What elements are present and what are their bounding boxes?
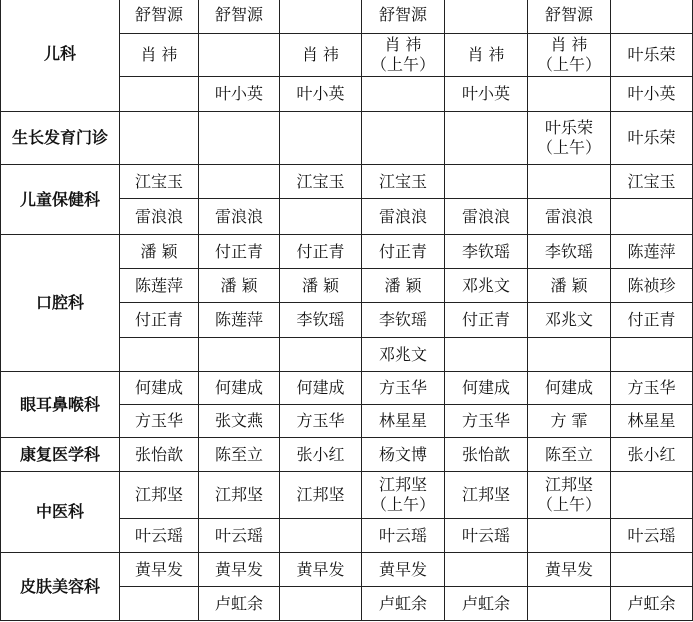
doctor-cell: 黄早发 [528, 553, 611, 587]
doctor-cell: 舒智源 [528, 0, 611, 34]
doctor-cell: 黄早发 [280, 553, 362, 587]
doctor-cell [445, 338, 528, 372]
doctor-cell: 肖 祎 [120, 34, 199, 77]
doctor-cell: 肖 祎 [280, 34, 362, 77]
doctor-cell: 林星星 [611, 405, 693, 438]
doctor-cell: 江宝玉 [611, 165, 693, 199]
doctor-cell: 张怡歆 [445, 438, 528, 472]
doctor-cell: 叶小英 [280, 77, 362, 112]
doctor-cell: 江宝玉 [362, 165, 445, 199]
doctor-cell [611, 553, 693, 587]
doctor-cell: 李钦瑶 [445, 235, 528, 269]
doctor-cell: 陈莲萍 [611, 235, 693, 269]
doctor-cell: 方玉华 [280, 405, 362, 438]
doctor-cell [280, 199, 362, 235]
doctor-cell: 舒智源 [362, 0, 445, 34]
doctor-cell: 付正青 [445, 303, 528, 338]
doctor-cell: 卢虹余 [362, 587, 445, 621]
doctor-cell: 叶云瑶 [120, 519, 199, 553]
doctor-cell [611, 0, 693, 34]
doctor-cell: 舒智源 [120, 0, 199, 34]
doctor-cell: 张小红 [611, 438, 693, 472]
doctor-cell: 肖 祎 （上午） [362, 34, 445, 77]
doctor-cell [528, 338, 611, 372]
doctor-cell: 陈莲萍 [120, 269, 199, 303]
doctor-cell: 方玉华 [120, 405, 199, 438]
doctor-cell [120, 112, 199, 165]
doctor-cell: 江邦坚 （上午） [528, 472, 611, 519]
doctor-cell: 江邦坚 [199, 472, 280, 519]
doctor-cell [445, 112, 528, 165]
doctor-cell: 江邦坚 [280, 472, 362, 519]
doctor-cell [611, 472, 693, 519]
doctor-cell: 李钦瑶 [528, 235, 611, 269]
doctor-cell: 邓兆文 [528, 303, 611, 338]
doctor-cell: 何建成 [120, 372, 199, 405]
doctor-cell: 潘 颖 [199, 269, 280, 303]
doctor-cell: 何建成 [528, 372, 611, 405]
doctor-cell [445, 0, 528, 34]
doctor-cell [280, 112, 362, 165]
doctor-cell [280, 587, 362, 621]
department-name-cell: 儿科 [1, 0, 120, 112]
doctor-cell: 江邦坚 [120, 472, 199, 519]
doctor-cell: 江宝玉 [120, 165, 199, 199]
doctor-cell: 付正青 [362, 235, 445, 269]
doctor-cell: 叶小英 [611, 77, 693, 112]
doctor-cell: 方玉华 [611, 372, 693, 405]
doctor-cell: 潘 颖 [280, 269, 362, 303]
doctor-cell: 舒智源 [199, 0, 280, 34]
table-row [1, 553, 693, 587]
doctor-cell: 雷浪浪 [362, 199, 445, 235]
table-row [1, 438, 693, 472]
doctor-cell: 何建成 [280, 372, 362, 405]
doctor-cell [199, 165, 280, 199]
doctor-cell: 张小红 [280, 438, 362, 472]
doctor-cell [199, 338, 280, 372]
doctor-cell: 李钦瑶 [362, 303, 445, 338]
doctor-cell: 叶小英 [199, 77, 280, 112]
doctor-cell [445, 165, 528, 199]
department-name-cell: 中医科 [1, 472, 120, 553]
doctor-cell: 邓兆文 [362, 338, 445, 372]
doctor-cell [611, 338, 693, 372]
doctor-cell [199, 112, 280, 165]
doctor-cell [120, 338, 199, 372]
doctor-cell [280, 519, 362, 553]
doctor-cell: 江邦坚 （上午） [362, 472, 445, 519]
doctor-cell [528, 77, 611, 112]
doctor-cell [120, 77, 199, 112]
doctor-cell [528, 587, 611, 621]
doctor-cell: 陈莲萍 [199, 303, 280, 338]
doctor-cell: 张怡歆 [120, 438, 199, 472]
doctor-cell: 陈至立 [199, 438, 280, 472]
doctor-cell: 李钦瑶 [280, 303, 362, 338]
doctor-cell: 肖 祎 [445, 34, 528, 77]
department-name-cell: 康复医学科 [1, 438, 120, 472]
doctor-cell: 潘 颖 [528, 269, 611, 303]
doctor-cell [199, 34, 280, 77]
doctor-cell [362, 112, 445, 165]
doctor-cell: 叶云瑶 [611, 519, 693, 553]
doctor-cell: 叶云瑶 [362, 519, 445, 553]
doctor-cell: 何建成 [199, 372, 280, 405]
doctor-cell [280, 0, 362, 34]
department-name-cell: 口腔科 [1, 235, 120, 372]
department-name-cell: 眼耳鼻喉科 [1, 372, 120, 438]
doctor-cell: 陈祯珍 [611, 269, 693, 303]
table-row [1, 372, 693, 405]
doctor-cell: 付正青 [611, 303, 693, 338]
doctor-cell: 黄早发 [362, 553, 445, 587]
doctor-cell: 林星星 [362, 405, 445, 438]
doctor-cell: 付正青 [199, 235, 280, 269]
table-row [1, 112, 693, 165]
doctor-cell [445, 553, 528, 587]
table-row [1, 165, 693, 199]
doctor-cell [528, 165, 611, 199]
doctor-cell: 叶乐荣 [611, 34, 693, 77]
doctor-cell: 雷浪浪 [445, 199, 528, 235]
table-row [1, 235, 693, 269]
doctor-cell: 叶云瑶 [445, 519, 528, 553]
doctor-cell [528, 519, 611, 553]
doctor-cell: 叶乐荣 （上午） [528, 112, 611, 165]
doctor-cell [362, 77, 445, 112]
doctor-cell: 叶乐荣 [611, 112, 693, 165]
doctor-cell: 方玉华 [362, 372, 445, 405]
doctor-cell: 潘 颖 [362, 269, 445, 303]
doctor-cell: 雷浪浪 [528, 199, 611, 235]
doctor-cell: 黄早发 [199, 553, 280, 587]
department-name-cell: 儿童保健科 [1, 165, 120, 235]
doctor-cell: 卢虹余 [611, 587, 693, 621]
department-name-cell: 皮肤美容科 [1, 553, 120, 621]
doctor-cell: 叶云瑶 [199, 519, 280, 553]
doctor-cell: 方玉华 [445, 405, 528, 438]
doctor-cell: 陈至立 [528, 438, 611, 472]
doctor-cell: 何建成 [445, 372, 528, 405]
doctor-cell [120, 587, 199, 621]
doctor-cell: 邓兆文 [445, 269, 528, 303]
department-name-cell: 生长发育门诊 [1, 112, 120, 165]
doctor-cell: 雷浪浪 [120, 199, 199, 235]
doctor-cell [280, 338, 362, 372]
doctor-cell [611, 199, 693, 235]
doctor-cell: 潘 颖 [120, 235, 199, 269]
doctor-cell: 江宝玉 [280, 165, 362, 199]
doctor-cell: 方 霏 [528, 405, 611, 438]
table-row [1, 0, 693, 34]
doctor-cell: 杨文博 [362, 438, 445, 472]
doctor-cell: 张文燕 [199, 405, 280, 438]
doctor-cell: 江邦坚 [445, 472, 528, 519]
doctor-cell: 雷浪浪 [199, 199, 280, 235]
table-row [1, 472, 693, 519]
doctor-cell: 付正青 [280, 235, 362, 269]
doctor-cell: 肖 祎 （上午） [528, 34, 611, 77]
doctor-cell: 卢虹余 [199, 587, 280, 621]
doctor-cell: 付正青 [120, 303, 199, 338]
doctor-cell: 卢虹余 [445, 587, 528, 621]
doctor-cell: 叶小英 [445, 77, 528, 112]
schedule-body [1, 0, 693, 621]
doctor-cell: 黄早发 [120, 553, 199, 587]
